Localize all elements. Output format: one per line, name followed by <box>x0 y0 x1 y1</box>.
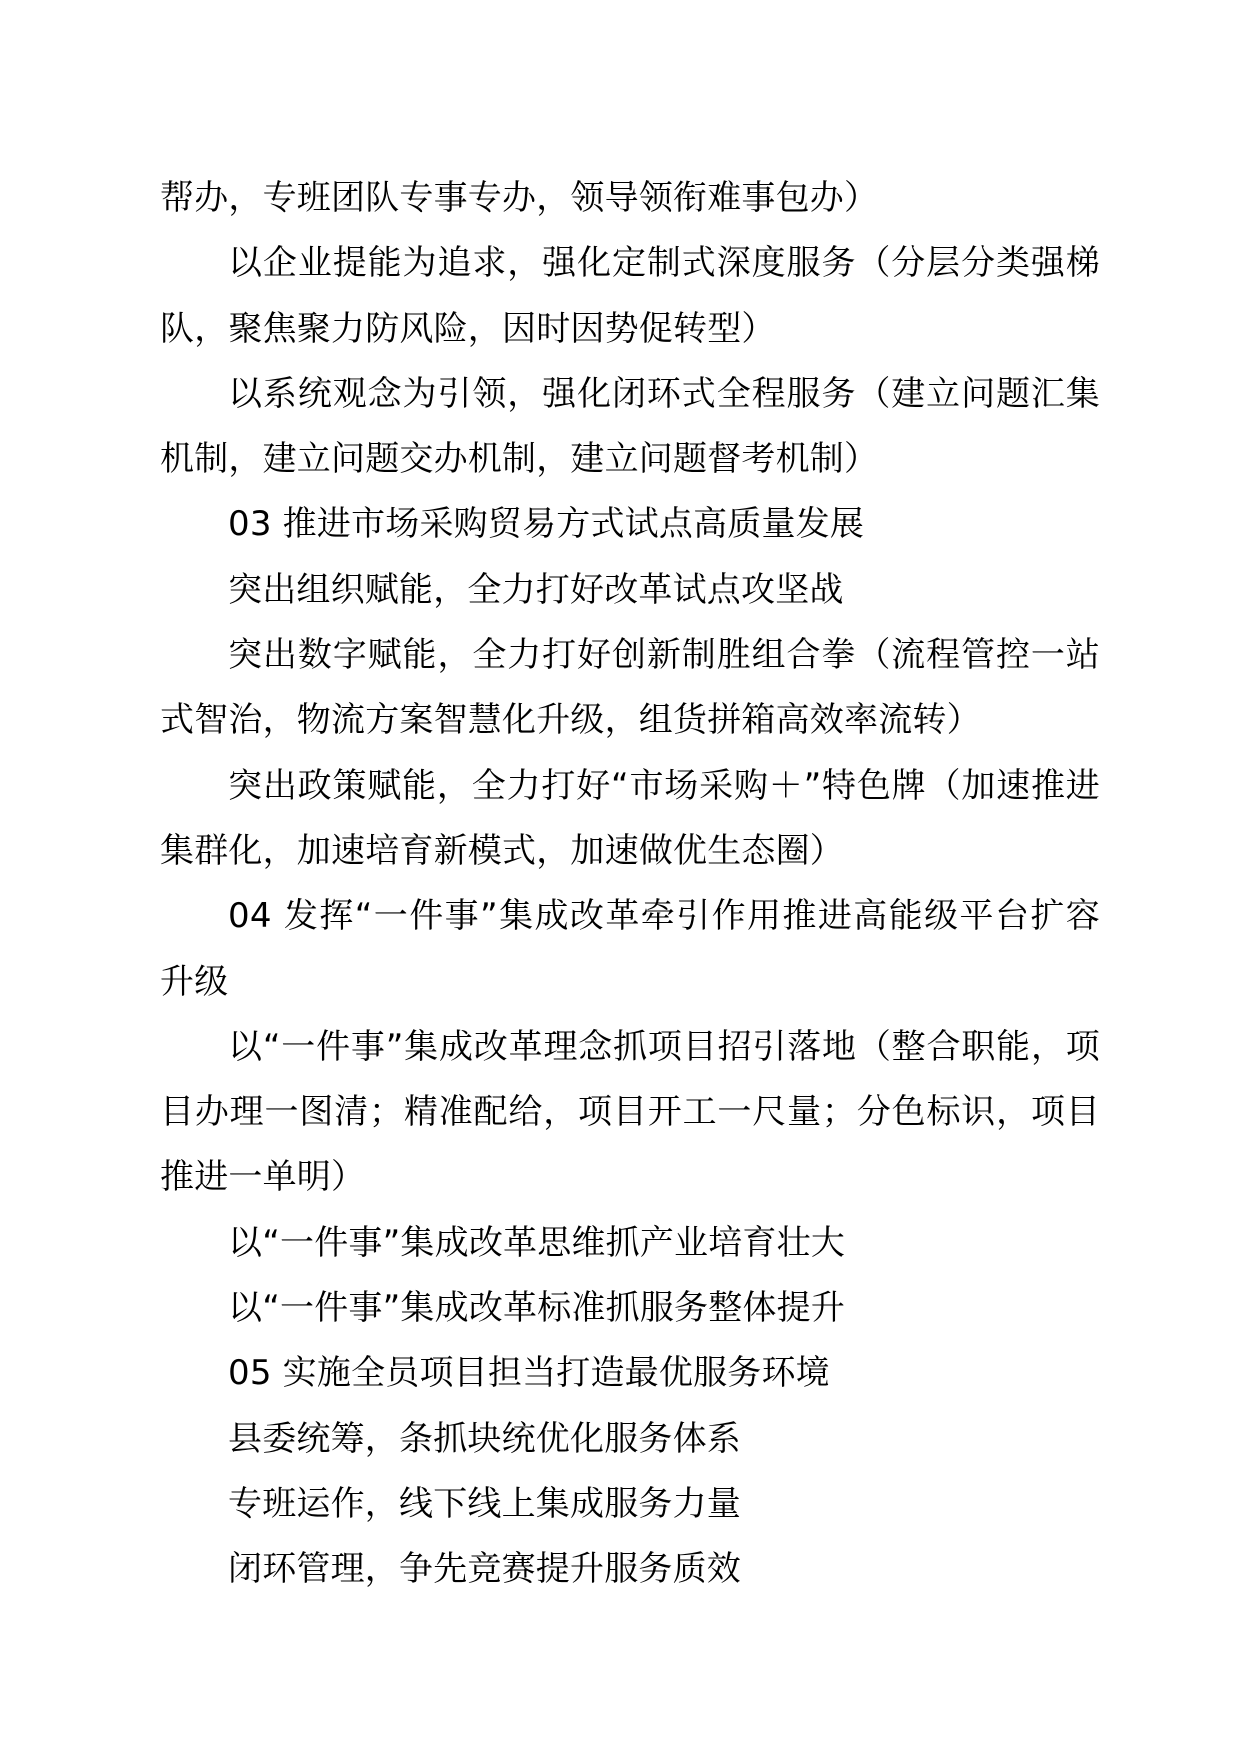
section-heading-03: 03 推进市场采购贸易方式试点高质量发展 <box>228 504 865 545</box>
paragraph: 县委统筹，条抓块统优化服务体系 <box>228 1418 741 1459</box>
section-heading-05: 05 实施全员项目担当打造最优服务环境 <box>228 1353 830 1394</box>
paragraph: 突出组织赋能，全力打好改革试点攻坚战 <box>228 569 844 610</box>
paragraph: 闭环管理，争先竞赛提升服务质效 <box>228 1549 741 1590</box>
paragraph: 突出政策赋能，全力打好“市场采购＋”特色牌（加速推进集群化，加速培育新模式，加速做优生态圈） <box>160 765 1100 871</box>
paragraph: 以企业提能为追求，强化定制式深度服务（分层分类强梯队，聚焦聚力防风险，因时因势促转型） <box>160 243 1100 349</box>
paragraph: 以“一件事”集成改革理念抓项目招引落地（整合职能，项目办理一图清；精准配给，项目开工一尺量；分色标识，项目推进一单明） <box>160 1026 1100 1198</box>
paragraph: 以系统观念为引领，强化闭环式全程服务（建立问题汇集机制，建立问题交办机制，建立问题督考机制） <box>160 373 1100 480</box>
section-heading-04: 04 发挥“一件事”集成改革牵引作用推进高能级平台扩容升级 <box>160 896 1100 1002</box>
paragraph-continuation: 帮办，专班团队专事专办，领导领衔难事包办） <box>160 178 879 218</box>
paragraph: 突出数字赋能，全力打好创新制胜组合拳（流程管控一站式智治，物流方案智慧化升级，组货拼箱高效率流转） <box>160 635 1100 741</box>
paragraph: 专班运作，线下线上集成服务力量 <box>228 1483 741 1524</box>
document-body <box>160 166 1100 1603</box>
paragraph: 以“一件事”集成改革思维抓产业培育壮大 <box>228 1222 846 1263</box>
paragraph: 以“一件事”集成改革标准抓服务整体提升 <box>228 1288 846 1329</box>
